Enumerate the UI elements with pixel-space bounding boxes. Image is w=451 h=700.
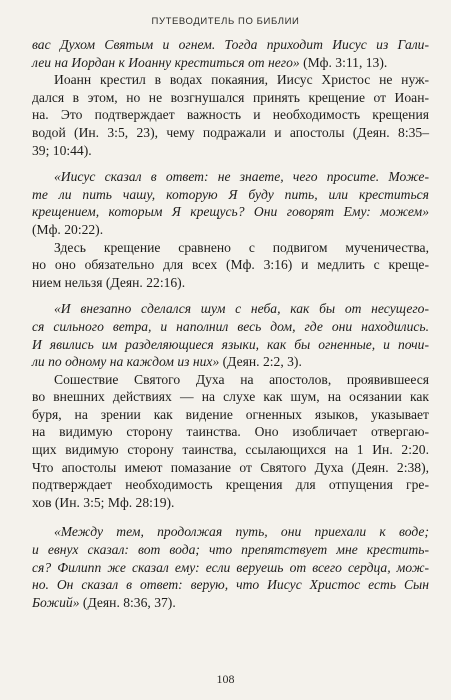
text-line: нием нельзя (Деян. 22:16). [32, 274, 186, 290]
paragraph [32, 371, 429, 512]
reference: (Мф. 3:11, 13). [299, 54, 388, 70]
scripture-quote [32, 168, 429, 238]
text-line [32, 594, 429, 612]
quote-fragment: Божий» [32, 594, 80, 610]
text-line [32, 353, 429, 371]
text-line: буря, на зрении как видение огненных языков, указывает [32, 406, 429, 422]
text-line: крещением, которым Я крещусь? Они говорят Ему: можем» [32, 204, 429, 220]
paragraph [32, 239, 429, 292]
text-line: 39; 10:44). [32, 142, 92, 158]
reference: (Деян. 8:36, 37). [79, 594, 176, 610]
text-line: на. Это подтверждает важность и необходимость крещения [32, 107, 429, 123]
text-line: подтверждает необходимость крещения для отпущения гре- [32, 477, 429, 493]
text-line: Сошествие Святого Духа на апостолов, проявившееся [54, 371, 429, 387]
text-line: водой (Ин. 3:5, 23), чему подражали и апостолы (Деян. 8:35– [32, 124, 429, 140]
page-body [32, 36, 429, 611]
paragraph-continued [32, 36, 429, 71]
text-line: на видимую сторону таинства. Оно изобличает отвергаю- [32, 424, 429, 440]
text-line: хов (Ин. 3:5; Мф. 28:19). [32, 494, 175, 510]
text-line: но оно обязательно для всех (Мф. 3:16) и медлить с креще- [32, 257, 429, 273]
text-line: «Иисус сказал в ответ: не знаете, чего просите. Може- [54, 169, 429, 185]
running-head: ПУТЕВОДИТЕЛЬ ПО БИБЛИИ [151, 16, 300, 27]
text-line: и евнух сказал: вот вода; что препятствует мне крестить- [32, 542, 429, 558]
text-line: «Между тем, продолжая путь, они приехали к воде; [54, 524, 429, 540]
text-line: Что апостолы имеют помазание от Святого Духа (Деян. 2:38), [32, 459, 429, 475]
text-line: но. Он сказал в ответ: верую, что Иисус Христос есть Сын [32, 577, 429, 593]
text-line [32, 54, 429, 72]
page-number: 108 [216, 672, 235, 686]
paragraph [32, 71, 429, 159]
scripture-quote [32, 300, 429, 370]
quote-fragment: ли по одному на каждом из них» [32, 354, 220, 370]
text-line: Иоанн крестил в водах покаяния, Иисус Христос не нуж- [54, 72, 429, 88]
text-line: Здесь крещение сравнено с подвигом мученичества, [54, 239, 429, 255]
text-line: те ли пить чашу, которую Я буду пить, или креститься [32, 186, 429, 202]
quote-fragment: леи на Иордан к Иоанну креститься от него» [32, 54, 300, 70]
scripture-quote [32, 523, 429, 611]
text-line: ся? Филипп же сказал ему: если веруешь от всего сердца, мож- [32, 559, 429, 575]
text-line: во внешних действиях — на слухе как шум, на осязании как [32, 389, 429, 405]
text-line: И явились им разделяющиеся языки, как бы огненные, и почи- [32, 336, 429, 352]
reference: (Деян. 2:2, 3). [219, 354, 302, 370]
text-line: ся сильного ветра, и наполнил весь дом, где они находились. [32, 318, 429, 334]
text-line: щих видимую сторону таинства, ссылающихся на 1 Ин. 2:20. [32, 442, 429, 458]
text-line: вас Духом Святым и огнем. Тогда приходит Иисус из Гали- [32, 37, 429, 52]
text-line: дался в этом, но не возгнушался принять крещение от Иоан- [32, 89, 429, 105]
reference: (Мф. 20:22). [32, 221, 104, 237]
text-line: «И внезапно сделался шум с неба, как бы от несущего- [54, 301, 429, 317]
